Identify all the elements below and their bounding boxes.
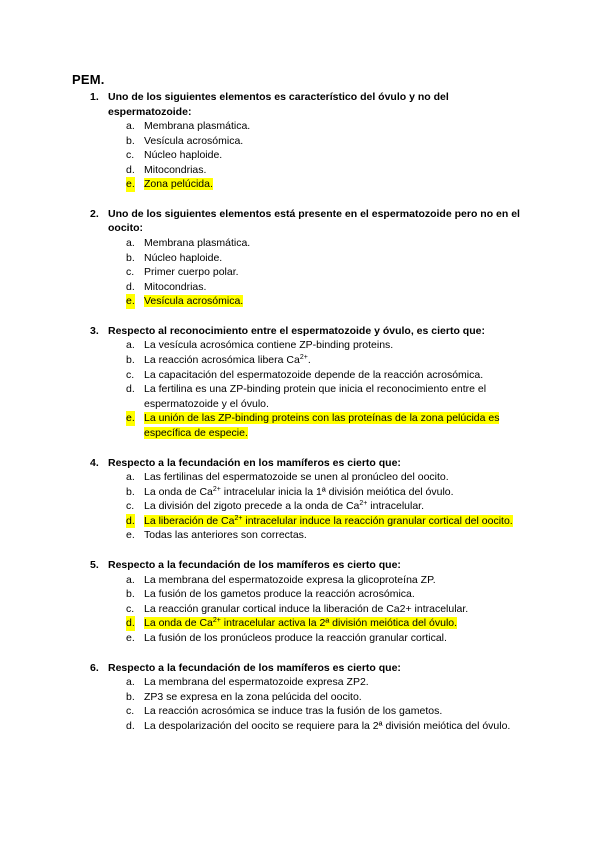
option-b <box>0 251 600 266</box>
option-text-post: intracelular. <box>367 500 425 513</box>
option-text: Núcleo haploide. <box>144 251 223 264</box>
option-text-post: intracelular induce la reacción granular cortical del oocito. <box>242 514 513 527</box>
option-e-highlighted <box>0 411 600 440</box>
option-letter: d. <box>126 617 135 630</box>
option-c <box>0 499 600 514</box>
option-text: Vesícula acrosómica. <box>144 295 244 308</box>
option-b <box>0 690 600 705</box>
option-c <box>0 704 600 719</box>
question-5-stem <box>0 558 600 573</box>
option-c <box>0 265 600 280</box>
question-text: Respecto a la fecundación de los mamíferos es cierto que: <box>108 559 401 572</box>
question-2 <box>0 207 600 309</box>
option-c <box>0 602 600 617</box>
option-text: La despolarización del oocito se requiere para la 2ª división meiótica del óvulo. <box>144 719 511 732</box>
question-6-stem <box>0 661 600 676</box>
option-letter: d. <box>126 719 135 732</box>
option-list <box>0 470 600 543</box>
question-text: Respecto al reconocimiento entre el espermatozoide y óvulo, es cierto que: <box>108 324 485 337</box>
option-letter: e. <box>126 631 135 644</box>
option-text: Zona pelúcida. <box>144 178 213 191</box>
option-text <box>144 486 454 498</box>
option-a <box>0 119 600 134</box>
option-list <box>0 236 600 309</box>
option-list <box>0 338 600 440</box>
option-letter: a. <box>126 339 135 352</box>
option-text <box>144 617 457 629</box>
question-3 <box>0 324 600 441</box>
option-text: ZP3 se expresa en la zona pelúcida del oocito. <box>144 690 362 703</box>
option-letter: b. <box>126 588 135 601</box>
option-text-pre: La onda de Ca <box>144 485 213 498</box>
question-1 <box>0 90 600 192</box>
option-text-pre: La liberación de Ca <box>144 514 235 527</box>
option-letter: e. <box>126 412 135 425</box>
option-letter: e. <box>126 529 135 542</box>
option-text: Mitocondrias. <box>144 280 207 293</box>
option-letter: c. <box>126 149 135 162</box>
option-letter: d. <box>126 163 135 176</box>
option-text <box>144 354 311 366</box>
option-letter: b. <box>126 354 135 367</box>
option-text-pre: La reacción acrosómica libera Ca <box>144 354 300 367</box>
option-text: Vesícula acrosómica. <box>144 134 244 147</box>
question-6 <box>0 661 600 734</box>
option-letter: b. <box>126 134 135 147</box>
option-text: La unión de las ZP-binding proteins con las proteínas de la zona pelúcida es específica de especie. <box>144 412 500 439</box>
option-letter: e. <box>126 295 135 308</box>
option-text <box>144 500 424 512</box>
option-text: Las fertilinas del espermatozoide se unen al pronúcleo del oocito. <box>144 471 449 484</box>
option-text: Todas las anteriores son correctas. <box>144 529 307 542</box>
option-letter: d. <box>126 514 135 527</box>
option-text: Membrana plasmática. <box>144 120 251 132</box>
option-b <box>0 134 600 149</box>
option-text <box>144 515 513 527</box>
option-letter: e. <box>126 178 135 191</box>
option-letter: d. <box>126 280 135 293</box>
option-text: La vesícula acrosómica contiene ZP-binding proteins. <box>144 339 394 352</box>
superscript-charge: 2+ <box>234 514 243 522</box>
question-4-stem <box>0 456 600 471</box>
option-letter: a. <box>126 120 135 132</box>
option-letter: d. <box>126 383 135 396</box>
option-letter: c. <box>126 266 135 279</box>
option-text-pre: La división del zigoto precede a la onda de Ca <box>144 500 360 513</box>
question-text: Respecto a la fecundación en los mamíferos es cierto que: <box>108 456 401 469</box>
question-text: Uno de los siguientes elementos es característico del óvulo y no del espermatozoide: <box>108 91 449 118</box>
option-list <box>0 675 600 733</box>
option-text: La reacción granular cortical induce la liberación de Ca2+ intracelular. <box>144 602 469 615</box>
question-5 <box>0 558 600 645</box>
option-text: Membrana plasmática. <box>144 236 251 249</box>
option-list <box>0 119 600 192</box>
question-number: 4. <box>90 456 99 469</box>
option-text: Primer cuerpo polar. <box>144 266 239 279</box>
question-text: Uno de los siguientes elementos está presente en el espermatozoide pero no en el oocito: <box>108 207 520 235</box>
option-text-post: . <box>307 354 311 367</box>
option-c <box>0 368 600 383</box>
question-3-stem <box>0 324 600 339</box>
question-text: Respecto a la fecundación de los mamíferos es cierto que: <box>108 661 401 674</box>
option-text: La capacitación del espermatozoide depende de la reacción acrosómica. <box>144 368 484 381</box>
option-c <box>0 148 600 163</box>
option-text: La membrana del espermatozoide expresa ZP2. <box>144 676 369 689</box>
option-e-highlighted <box>0 177 600 192</box>
option-d-highlighted <box>0 616 600 631</box>
option-text: La reacción acrosómica se induce tras la fusión de los gametos. <box>144 705 443 718</box>
option-letter: a. <box>126 471 135 484</box>
option-letter: c. <box>126 602 135 615</box>
question-list <box>0 90 600 748</box>
option-letter: b. <box>126 251 135 264</box>
question-2-stem <box>0 207 600 236</box>
question-number: 3. <box>90 324 99 337</box>
option-letter: c. <box>126 500 135 513</box>
option-a <box>0 573 600 588</box>
superscript-charge: 2+ <box>212 485 221 493</box>
option-text: Núcleo haploide. <box>144 149 223 162</box>
option-letter: a. <box>126 573 135 586</box>
option-letter: a. <box>126 236 135 249</box>
option-text-post: intracelular activa la 2ª división meiótica del óvulo. <box>220 617 458 630</box>
option-b <box>0 587 600 602</box>
option-letter: c. <box>126 368 135 381</box>
option-letter: b. <box>126 485 135 498</box>
question-number: 2. <box>90 207 99 220</box>
option-e <box>0 631 600 646</box>
question-number: 6. <box>90 661 99 674</box>
option-text: La fusión de los gametos produce la reacción acrosómica. <box>144 588 415 601</box>
option-d-highlighted <box>0 514 600 529</box>
option-d <box>0 280 600 295</box>
option-d <box>0 382 600 411</box>
option-e <box>0 528 600 543</box>
option-letter: c. <box>126 705 135 718</box>
option-b <box>0 485 600 500</box>
option-text: La fusión de los pronúcleos produce la reacción granular cortical. <box>144 631 447 644</box>
option-letter: a. <box>126 676 135 689</box>
superscript-charge: 2+ <box>212 617 221 625</box>
option-letter: b. <box>126 690 135 703</box>
option-text-post: intracelular inicia la 1ª división meiótica del óvulo. <box>220 485 454 498</box>
option-a <box>0 470 600 485</box>
option-text: La fertilina es una ZP-binding protein que inicia el reconocimiento entre el espermatozoide y el óvulo. <box>144 383 487 410</box>
option-text: Mitocondrias. <box>144 163 207 176</box>
question-number: 5. <box>90 559 99 572</box>
option-a <box>0 338 600 353</box>
document-title: PEM. <box>72 72 105 87</box>
option-text-pre: La onda de Ca <box>144 617 213 630</box>
option-a <box>0 675 600 690</box>
question-1-stem <box>0 90 600 119</box>
option-e-highlighted <box>0 294 600 309</box>
question-number: 1. <box>90 91 99 103</box>
option-a <box>0 236 600 251</box>
option-d <box>0 719 600 734</box>
option-text: La membrana del espermatozoide expresa la glicoproteína ZP. <box>144 573 436 586</box>
question-4 <box>0 456 600 543</box>
option-list <box>0 573 600 646</box>
superscript-charge: 2+ <box>299 354 308 362</box>
option-d <box>0 163 600 178</box>
superscript-charge: 2+ <box>359 500 368 508</box>
option-b <box>0 353 600 368</box>
